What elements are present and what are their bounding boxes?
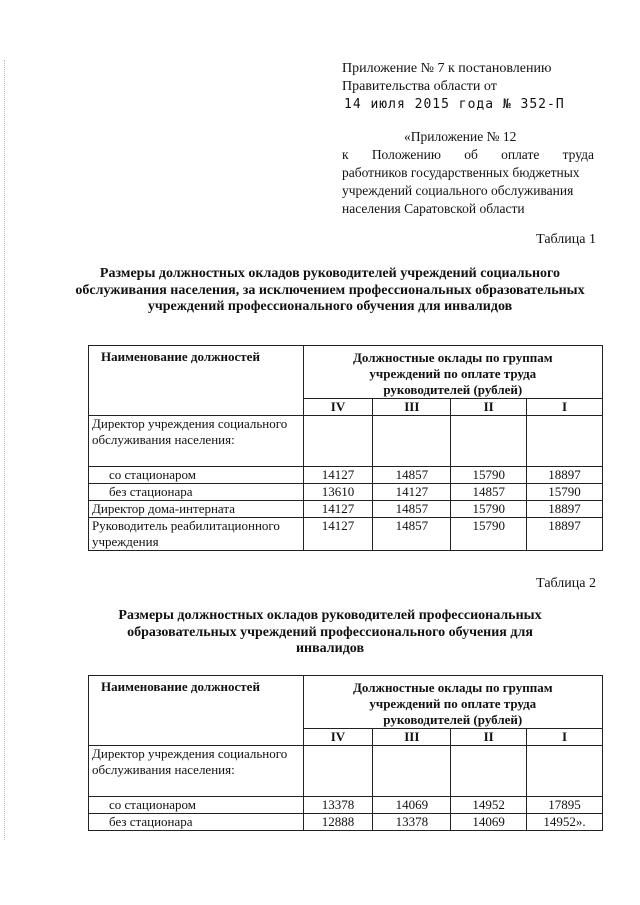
table-row xyxy=(89,416,603,467)
scan-edge-marks xyxy=(4,60,7,840)
cell-value: 15790 xyxy=(451,501,527,518)
cell-value: 18897 xyxy=(527,467,603,484)
table1-group-i: I xyxy=(527,399,603,416)
cell-value xyxy=(373,416,451,467)
cell-value xyxy=(303,746,373,797)
annex-reference xyxy=(342,128,594,218)
table-row xyxy=(89,518,603,551)
cell-value xyxy=(373,746,451,797)
annex-title: «Приложение № 12 xyxy=(404,129,517,144)
cell-value: 12888 xyxy=(303,814,373,831)
row-name: со стационаром xyxy=(89,797,304,814)
table1-head-group: Должностные оклады по группам учреждений по оплате труда руководителей (рублей) xyxy=(303,346,602,399)
annex-line-4: населения Саратовской области xyxy=(342,201,525,216)
table2-head-name: Наименование должностей xyxy=(89,676,304,746)
cell-value xyxy=(303,416,373,467)
cell-value: 15790 xyxy=(451,467,527,484)
table1-group-iv: IV xyxy=(303,399,373,416)
cell-value: 15790 xyxy=(451,518,527,551)
table-row xyxy=(89,814,603,831)
cell-value: 18897 xyxy=(527,518,603,551)
annex-word: к xyxy=(342,147,349,162)
appendix-header xyxy=(342,60,602,114)
cell-value: 14857 xyxy=(373,501,451,518)
cell-value: 14857 xyxy=(373,518,451,551)
cell-value: 13378 xyxy=(373,814,451,831)
row-name: Директор учреждения социального обслуживания населения: xyxy=(89,416,304,467)
row-name: Руководитель реабилитационного учреждения xyxy=(89,518,304,551)
cell-value: 13378 xyxy=(303,797,373,814)
cell-value xyxy=(527,746,603,797)
header-line-2: Правительства области от xyxy=(342,79,497,94)
row-name: без стационара xyxy=(89,814,304,831)
annex-word: Положению xyxy=(371,147,441,162)
table1-header-row xyxy=(89,346,603,399)
table2-group-ii: II xyxy=(451,729,527,746)
cell-value: 18897 xyxy=(527,501,603,518)
table2-header-row xyxy=(89,676,603,729)
table2-head-group: Должностные оклады по группам учреждений по оплате труда руководителей (рублей) xyxy=(303,676,602,729)
header-line-3-date: 14 июля 2015 года № 352-П xyxy=(344,97,565,112)
table2-group-i: I xyxy=(527,729,603,746)
header-line-1: Приложение № 7 к постановлению xyxy=(342,61,552,76)
table2 xyxy=(88,675,603,831)
cell-value: 14127 xyxy=(373,484,451,501)
cell-value: 14069 xyxy=(373,797,451,814)
table-row xyxy=(89,746,603,797)
table1 xyxy=(88,345,603,551)
table1-head-name: Наименование должностей xyxy=(89,346,304,416)
table-row xyxy=(89,467,603,484)
table2-heading: Размеры должностных окладов руководителей профессиональных образовательных учреждений профессионального обучения для инвалидов xyxy=(118,608,542,656)
cell-value: 14857 xyxy=(373,467,451,484)
cell-value: 14857 xyxy=(451,484,527,501)
cell-value: 14952 xyxy=(451,797,527,814)
table1-group-iii: III xyxy=(373,399,451,416)
table-row xyxy=(89,484,603,501)
cell-value: 15790 xyxy=(527,484,603,501)
row-name: без стационара xyxy=(89,484,304,501)
annex-line-1 xyxy=(342,146,594,164)
cell-value: 14952». xyxy=(527,814,603,831)
cell-value: 17895 xyxy=(527,797,603,814)
cell-value xyxy=(451,416,527,467)
annex-word: оплате xyxy=(501,147,540,162)
table-row xyxy=(89,501,603,518)
table1-group-ii: II xyxy=(451,399,527,416)
row-name: Директор учреждения социального обслуживания населения: xyxy=(89,746,304,797)
cell-value: 14127 xyxy=(303,467,373,484)
cell-value: 14069 xyxy=(451,814,527,831)
table2-group-iv: IV xyxy=(303,729,373,746)
annex-word: труда xyxy=(562,147,594,162)
table2-group-iii: III xyxy=(373,729,451,746)
table1-heading: Размеры должностных окладов руководителей учреждений социального обслуживания населения, за исключением профессиональных образовательных учреждений профессионального обучения для инвалидов xyxy=(75,266,585,314)
cell-value: 13610 xyxy=(303,484,373,501)
annex-word: об xyxy=(464,147,478,162)
cell-value xyxy=(527,416,603,467)
cell-value: 14127 xyxy=(303,501,373,518)
row-name: со стационаром xyxy=(89,467,304,484)
annex-line-2: работников государственных бюджетных xyxy=(342,165,580,180)
table1-caption: Таблица 1 xyxy=(536,232,596,247)
cell-value xyxy=(451,746,527,797)
annex-line-3: учреждений социального обслуживания xyxy=(342,183,574,198)
row-name: Директор дома-интерната xyxy=(89,501,304,518)
table2-caption: Таблица 2 xyxy=(536,576,596,591)
cell-value: 14127 xyxy=(303,518,373,551)
table-row xyxy=(89,797,603,814)
